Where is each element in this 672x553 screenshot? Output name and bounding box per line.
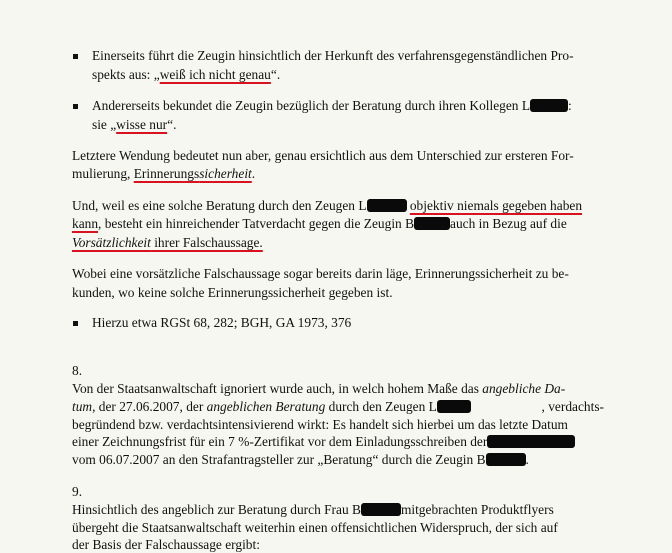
redaction-bar xyxy=(367,199,407,212)
para2-line2 xyxy=(72,216,567,232)
section9-text: mitgebrachten Produktflyers xyxy=(400,502,554,517)
bullet2-text: sie „ xyxy=(92,117,117,132)
section9-number: 9. xyxy=(72,484,83,499)
section8-text: vom 06.07.2007 an den Strafantragsteller zur „Beratung“ durch die Zeugin B xyxy=(72,452,486,467)
section8-text: Von der Staatsanwaltschaft ignoriert wurde auch, in welch hohem Maße das xyxy=(72,381,483,396)
bullet2-line2 xyxy=(92,117,176,133)
italic-term: tum xyxy=(72,399,93,414)
para3-line1: Wobei eine vorsätzliche Falschaussage sogar bereits darin läge, Erinnerungssicherheit zu be- xyxy=(72,266,569,281)
bullet2-line1 xyxy=(92,98,572,114)
italic-term: angebliche Da- xyxy=(482,381,566,396)
section9-line2: übergeht die Staatsanwaltschaft weiterhin einen offensichtlichen Widerspruch, der sich auf xyxy=(72,520,558,535)
section8-line5 xyxy=(72,452,529,468)
bullet2-text-end: : xyxy=(568,98,572,113)
para3-line2: kunden, wo keine solche Erinnerungssicherheit gegeben ist. xyxy=(72,285,393,300)
redaction-bar xyxy=(486,453,526,466)
bullet1-line2 xyxy=(92,67,280,83)
section8-line4 xyxy=(72,434,575,450)
section8-number: 8. xyxy=(72,363,83,378)
bullet1-line1: Einerseits führt die Zeugin hinsichtlich der Herkunft des verfahrensgegenständlichen Pro- xyxy=(92,48,574,63)
underlined-phrase: kann xyxy=(72,216,99,231)
quote-underlined: weiß ich nicht genau xyxy=(159,67,271,82)
quote-underlined: wisse nur xyxy=(116,117,168,132)
section8-text: , der 27.06.2007, der xyxy=(92,399,207,414)
redaction-bar xyxy=(414,217,450,230)
italic-term: Vorsätzlichkeit xyxy=(72,235,151,250)
section8-line2 xyxy=(72,399,604,415)
bullet2-text: Andererseits bekundet die Zeugin bezüglich der Beratung durch ihren Kollegen L xyxy=(92,98,531,113)
section8-text-end: , verdachts- xyxy=(541,399,604,414)
redaction-bar xyxy=(487,435,575,448)
bullet3-text: Hierzu etwa RGSt 68, 282; BGH, GA 1973, 376 xyxy=(92,315,352,330)
bullet2-text-end: “. xyxy=(167,117,177,132)
section8-text: durch den Zeugen L xyxy=(325,399,437,414)
section9-line1 xyxy=(72,502,554,518)
para2-text-end: auch in Bezug auf die xyxy=(450,216,567,231)
para1-text: mulierung, xyxy=(72,166,134,181)
italic-term: angeblichen Beratung xyxy=(206,399,326,414)
para2-text: , besteht ein hinreichender Tatverdacht gegen die Zeugin B xyxy=(98,216,415,231)
bullet-marker xyxy=(73,104,78,109)
para2-line1 xyxy=(72,198,582,214)
section8-line1 xyxy=(72,381,565,397)
section9-line3: der Basis der Falschaussage ergibt: xyxy=(72,537,260,552)
section8-text: einer Zeichnungsfrist für ein 7 %-Zertifikat vor dem Einladungsschreiben der xyxy=(72,434,488,449)
section8-text xyxy=(72,399,471,415)
redaction-bar xyxy=(437,400,471,413)
bullet-marker xyxy=(73,321,78,326)
para2-text-end: ihrer Falschaussage. xyxy=(150,235,263,250)
term-plain: Erinnerungs xyxy=(133,166,200,181)
bullet-marker xyxy=(73,54,78,59)
para2-line3 xyxy=(72,235,263,251)
redaction-bar xyxy=(361,503,401,516)
redaction-bar xyxy=(530,99,568,112)
bullet1-text: spekts aus: „ xyxy=(92,67,160,82)
term-italic: sicherheit xyxy=(199,166,252,181)
para2-text: Und, weil es eine solche Beratung durch den Zeugen L xyxy=(72,198,367,213)
section8-line3: begründend bzw. verdachtsintensivierend wirkt: Es handelt sich hierbei um das letzte Datum xyxy=(72,417,568,432)
section9-text: Hinsichtlich des angeblich zur Beratung durch Frau B xyxy=(72,502,361,517)
para1-line1: Letztere Wendung bedeutet nun aber, genau ersichtlich aus dem Unterschied zur ersteren For- xyxy=(72,148,574,163)
para1-text-end: . xyxy=(251,166,256,181)
section8-text-end: . xyxy=(525,452,529,467)
bullet1-text-end: “. xyxy=(270,67,281,82)
underlined-phrase: objektiv niemals gegeben haben xyxy=(409,198,583,213)
underlined-phrase xyxy=(72,235,263,250)
para1-line2 xyxy=(72,166,255,182)
underlined-term xyxy=(134,166,252,181)
